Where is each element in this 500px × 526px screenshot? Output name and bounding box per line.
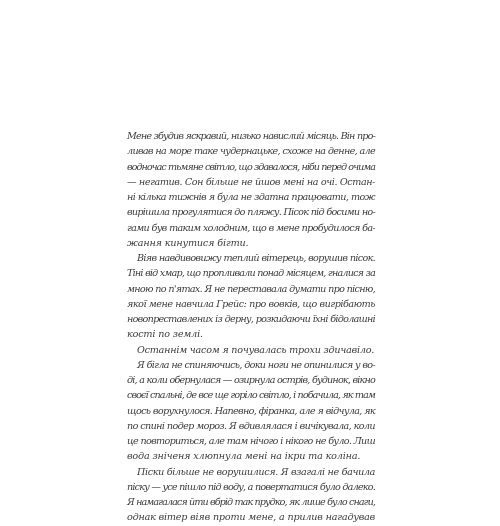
text-line: однак вітер віяв проти мене, а прилив нагадував [127,512,375,524]
text-line: це повториться, але там нічого і нікого не було. Лиш [127,436,375,447]
text-line: Віяв навдивовижу теплий вітерець, ворушив пісок. [137,253,375,264]
text-line: вирішила прогулятися до пляжу. Пісок під босими но- [127,207,375,219]
text-line: ливав на море таке чудернацьке, схоже на денне, але [127,146,375,158]
text-line: Тіні від хмар, що пропливали понад місяцем, гналися за [127,268,375,280]
text-line: своєї спальні, де все ще горіло світло, і побачила, як там [127,390,375,402]
text-line: ді, а коли обернулася — озирнула острів, будинок, вікно [127,375,375,386]
text-line: гами був таким холодним, що в мене пробудилося ба- [127,222,375,234]
text-line: ні кілька тижнів я була не здатна працювати, тож [127,192,375,203]
text-line: піску — усе пішло під воду, а повертатися було далеко. [127,481,375,493]
text-line: щось ворухнулося. Напевно, фіранка, але я відчула, як [127,405,375,417]
text-line: по спині подер мороз. Я вдивлялася і вичікувала, коли [127,420,375,432]
text-line: Мене збудив яскравий, низько навислий місяць. Він про- [127,131,375,142]
text-line: — негатив. Сон більше не йшов мені на очі. Остан- [127,176,375,188]
text-line: жання кинутися бігти. [127,237,249,249]
text-line: Піски більше не ворушилися. Я взагалі не бачила [137,466,375,478]
text-line: мною по п'ятах. Я не переставала думати про пісню, [127,283,375,295]
text-line: якої мене навчила Грейс: про вовків, що вигрібають [127,298,375,310]
text-line: Я намагалася йти вбрід так прудко, як лише було снаги, [127,497,375,508]
text-line: новопреставлених із дерну, розкидаючи їхні бідолашні [127,314,375,325]
page-text [127,129,375,526]
text-line: вода зніченя хлюпнула мені на ікри та коліна. [127,451,361,463]
text-line: Я бігла не спиняючись, доки ноги не опинилися у во- [137,359,375,371]
text-line: Останнім часом я почувалась трохи здичавіло. [137,344,375,356]
text-line: водночас тьмяне світло, що здавалося, ніби перед очима [127,161,375,173]
text-line: кості по землі. [127,329,203,341]
